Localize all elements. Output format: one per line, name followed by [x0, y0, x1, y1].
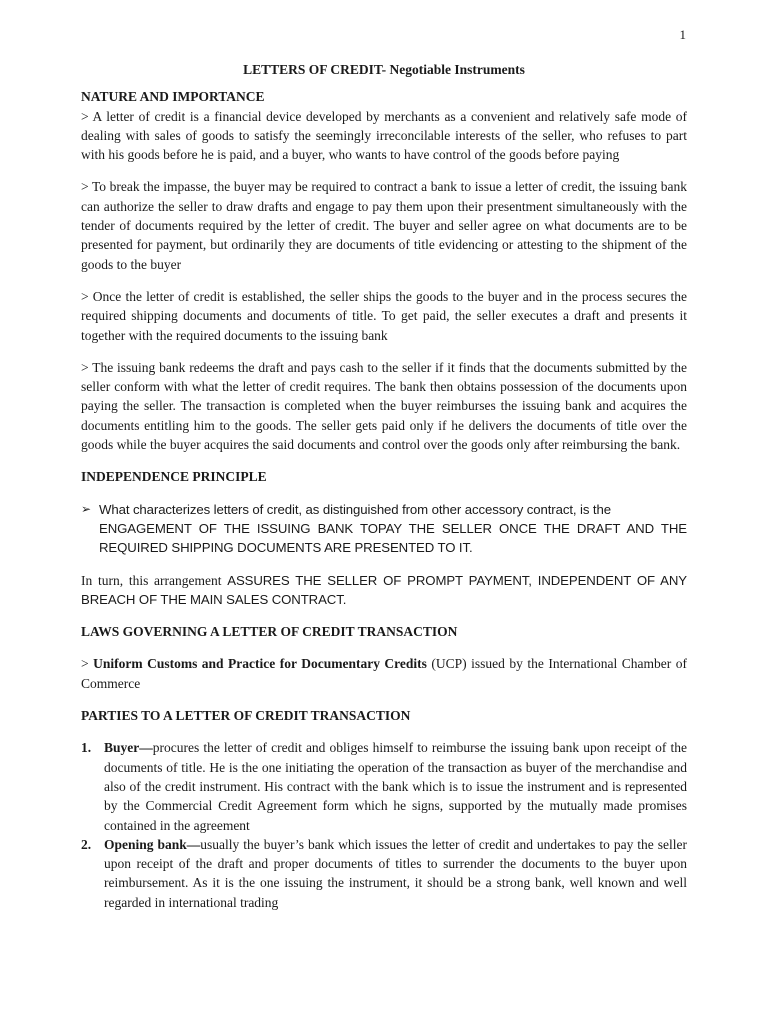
paragraph [81, 654, 687, 693]
list-item [81, 835, 687, 912]
heading-nature: NATURE AND IMPORTANCE [81, 89, 265, 105]
party-text: procures the letter of credit and obliges himself to reimburse the issuing bank upon receipt of the documents of title. He is the one initiating the operation of the transaction as buyer of the merchandise and also of the credit instrument. His contract with the bank which is to issue the instrument and is represented by the Commercial Credit Agreement form which he signs, supported by the mutually made promises contained in the agreement [104, 740, 687, 833]
party-term: Opening bank— [104, 836, 201, 852]
parties-list [81, 738, 687, 912]
document-body [81, 60, 687, 912]
paragraph [81, 571, 687, 610]
list-item [81, 738, 687, 834]
list-number: 2. [81, 836, 92, 852]
bullet-item [81, 500, 687, 558]
paragraph: > The issuing bank redeems the draft and pays cash to the seller if it finds that the documents submitted by the seller conform with what the letter of credit requires. The bank then obtains possession of the documents upon paying the seller. The transaction is completed when the buyer reimburses the issuing bank and acquires the documents entitling him to the goods. The seller gets paid only if he delivers the documents of title over the goods while the buyer acquires the said documents and control over the goods only after reimbursing the bank. [81, 359, 687, 453]
paragraph-rest: (UCP) issued by the International Chamber of Commerce [81, 656, 687, 691]
paragraph-lead: In turn, this arrangement [81, 572, 228, 588]
paragraph-caps: ASSURES THE SELLER OF PROMPT PAYMENT, INDEPENDENT OF ANY BREACH OF THE MAIN SALES CONTRACT. [81, 572, 687, 607]
bullet-caps-text: ENGAGEMENT OF THE ISSUING BANK TOPAY THE SELLER ONCE THE DRAFT AND THE REQUIRED SHIPPING DOCUMENTS ARE PRESENTED TO IT. [99, 520, 687, 556]
paragraph: > A letter of credit is a financial device developed by merchants as a convenient and relatively safe mode of dealing with sales of goods to satisfy the seemingly irreconcilable interests of the seller, who refuses to part with his goods before he is paid, and a buyer, who wants to have control of the goods before paying [81, 108, 687, 163]
list-number: 1. [81, 740, 92, 756]
arrow-bullet-icon: ➢ [81, 501, 92, 516]
paragraph-lead: > [81, 656, 94, 672]
paragraph: > Once the letter of credit is established, the seller ships the goods to the buyer and in the process secures the required shipping documents and documents of title. To get paid, the seller executes a draft and presents it together with the required documents to the issuing bank [81, 288, 687, 343]
heading-parties: PARTIES TO A LETTER OF CREDIT TRANSACTION [81, 708, 411, 724]
party-term: Buyer— [104, 740, 153, 756]
ucp-term: Uniform Customs and Practice for Documentary Credits [93, 656, 427, 672]
heading-independence: INDEPENDENCE PRINCIPLE [81, 469, 267, 485]
page-number: 1 [679, 27, 686, 42]
document-title: LETTERS OF CREDIT- Negotiable Instruments [243, 62, 525, 77]
paragraph: > To break the impasse, the buyer may be required to contract a bank to issue a letter of credit, the issuing bank can authorize the seller to draw drafts and engage to pay them upon their presentment simultaneously with the tender of documents required by the letter of credit. The buyer and seller agree on what documents are to be presented for payment, but ordinarily they are documents of title evidencing or attesting to the shipment of the goods to the buyer [81, 179, 687, 272]
bullet-text: What characterizes letters of credit, as distinguished from other accessory contract, is the [99, 501, 611, 517]
heading-laws: LAWS GOVERNING A LETTER OF CREDIT TRANSACTION [81, 624, 458, 640]
party-text: usually the buyer’s bank which issues the letter of credit and undertakes to pay the seller upon receipt of the draft and proper documents of titles to surrender the documents to the buyer upon reimbursement. As it is the one issuing the instrument, it should be a strong bank, well known and well regarded in international trading [104, 836, 688, 910]
